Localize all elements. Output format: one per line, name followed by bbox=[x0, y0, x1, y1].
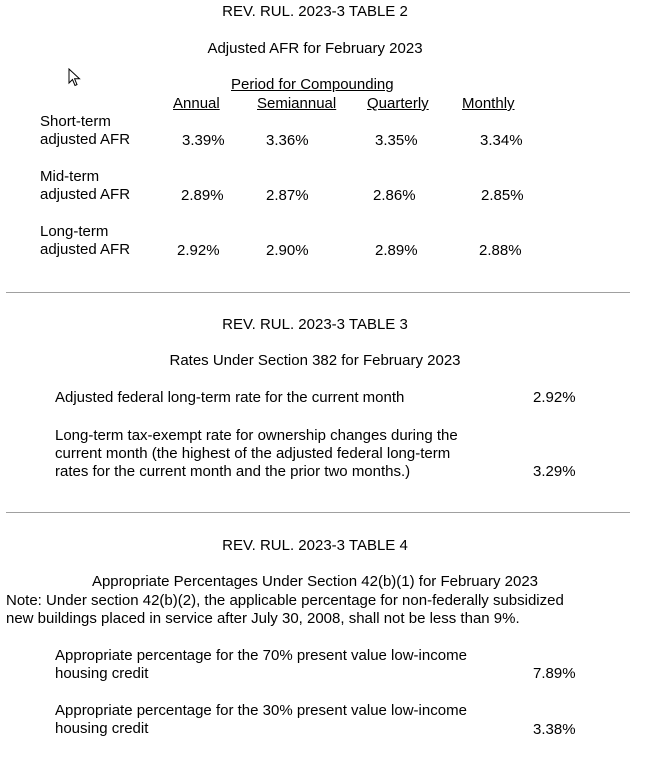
short-term-monthly-value: 3.34% bbox=[480, 132, 523, 149]
table2-group-header: Period for Compounding bbox=[231, 76, 394, 93]
row-label-long-term: Long-term adjusted AFR bbox=[40, 223, 131, 258]
column-header-monthly: Monthly bbox=[462, 95, 515, 112]
table4-item-value: 7.89% bbox=[533, 665, 576, 682]
table4-title: REV. RUL. 2023-3 TABLE 4 bbox=[222, 537, 408, 554]
column-header-annual: Annual bbox=[173, 95, 220, 112]
table3-subtitle: Rates Under Section 382 for February 2023 bbox=[169, 352, 461, 369]
table3-item-value: 2.92% bbox=[533, 389, 576, 406]
table4-item-value: 3.38% bbox=[533, 721, 576, 738]
mid-term-annual-value: 2.89% bbox=[181, 187, 224, 204]
mouse-pointer-icon bbox=[68, 68, 82, 88]
short-term-semiannual-value: 3.36% bbox=[266, 132, 309, 149]
section-divider bbox=[6, 512, 630, 513]
table2-subtitle: Adjusted AFR for February 2023 bbox=[207, 40, 423, 57]
long-term-semiannual-value: 2.90% bbox=[266, 242, 309, 259]
table3-item-value: 3.29% bbox=[533, 463, 576, 480]
short-term-quarterly-value: 3.35% bbox=[375, 132, 418, 149]
long-term-quarterly-value: 2.89% bbox=[375, 242, 418, 259]
row-label-short-term: Short-term adjusted AFR bbox=[40, 113, 131, 148]
short-term-annual-value: 3.39% bbox=[182, 132, 225, 149]
mid-term-quarterly-value: 2.86% bbox=[373, 187, 416, 204]
long-term-annual-value: 2.92% bbox=[177, 242, 220, 259]
table3-title: REV. RUL. 2023-3 TABLE 3 bbox=[222, 316, 408, 333]
mid-term-monthly-value: 2.85% bbox=[481, 187, 524, 204]
table4-note: Note: Under section 42(b)(2), the applicable percentage for non-federally subsidized new buildings placed in service after July 30, 2008, shall not be less than 9%. bbox=[6, 592, 564, 627]
section-divider bbox=[6, 292, 630, 293]
table4-item-label: Appropriate percentage for the 30% present value low-income housing credit bbox=[55, 702, 467, 737]
column-header-semiannual: Semiannual bbox=[257, 95, 337, 112]
long-term-monthly-value: 2.88% bbox=[479, 242, 522, 259]
table2-title: REV. RUL. 2023-3 TABLE 2 bbox=[222, 3, 408, 20]
column-header-quarterly: Quarterly bbox=[367, 95, 429, 112]
table4-subtitle: Appropriate Percentages Under Section 42(b)(1) for February 2023 bbox=[91, 573, 539, 590]
row-label-mid-term: Mid-term adjusted AFR bbox=[40, 168, 131, 203]
table3-item-label: Long-term tax-exempt rate for ownership changes during the current month (the highest of the adjusted federal long-term rates for the current month and the prior two months.) bbox=[55, 427, 458, 480]
table3-item-label: Adjusted federal long-term rate for the current month bbox=[55, 389, 405, 406]
table4-item-label: Appropriate percentage for the 70% present value low-income housing credit bbox=[55, 647, 467, 682]
mid-term-semiannual-value: 2.87% bbox=[266, 187, 309, 204]
